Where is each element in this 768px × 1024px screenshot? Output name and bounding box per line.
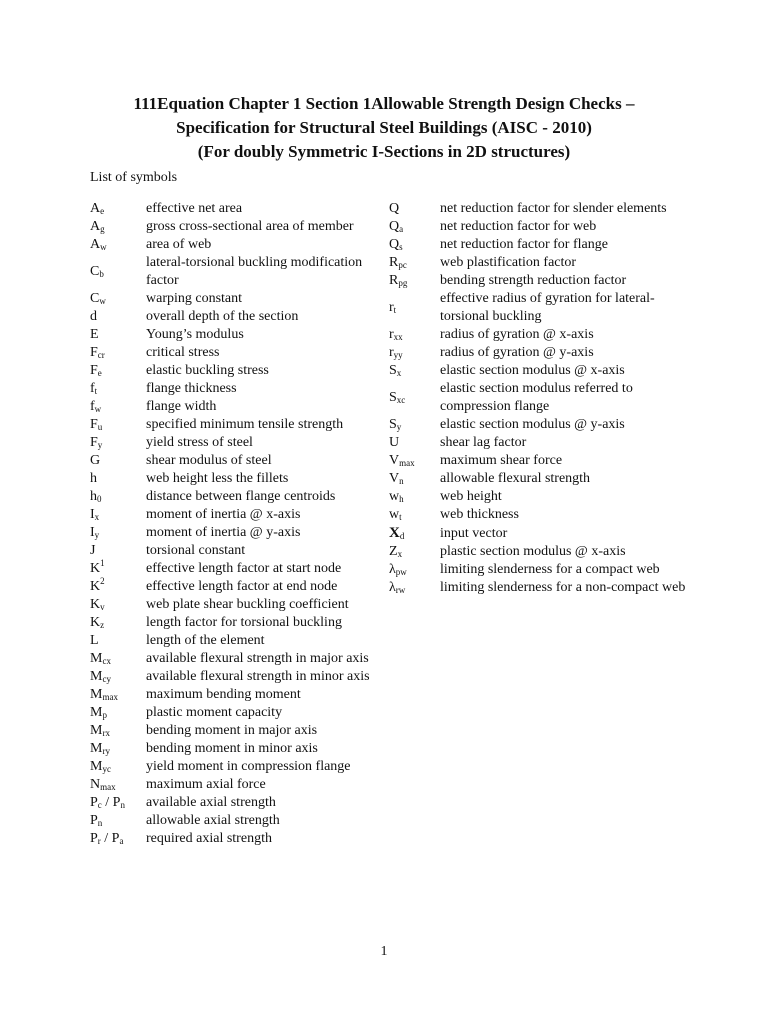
symbol-base: N: [90, 777, 101, 792]
title-line: Specification for Structural Steel Buildings (AISC - 2010): [176, 118, 592, 137]
symbol-entry: [389, 561, 689, 579]
symbol-definition: flange width: [146, 399, 217, 414]
symbol-subscript: c: [97, 800, 102, 810]
symbol-subscript: v: [100, 602, 105, 612]
symbol: [389, 344, 440, 362]
symbol-base: K: [90, 561, 101, 576]
symbols-column-right: [389, 200, 689, 597]
symbol-base: G: [90, 453, 101, 468]
symbol-subscript: h: [399, 494, 404, 504]
symbol-subscript: w: [99, 296, 106, 306]
symbol-definition: maximum bending moment: [146, 687, 301, 702]
symbol-subscript: n: [97, 818, 103, 828]
symbol-base: S: [389, 417, 397, 432]
symbol-entry: [90, 794, 380, 812]
symbol-subscript: xx: [393, 332, 403, 342]
symbol-subscript: r: [97, 836, 101, 846]
symbol: [389, 452, 440, 470]
symbol: [90, 740, 146, 758]
symbol-entry: [90, 236, 380, 254]
symbol-subscript: x: [397, 549, 403, 559]
symbol-definition: distance between flange centroids: [146, 489, 336, 504]
symbol-entry: [90, 416, 380, 434]
symbol-base: Q: [389, 219, 400, 234]
symbol-entry: [90, 560, 380, 578]
symbol: [90, 614, 146, 632]
symbol-entry: [389, 254, 689, 272]
symbol-definition: maximum shear force: [440, 453, 563, 468]
symbol-base: h: [90, 471, 97, 486]
symbol-base: f: [90, 399, 95, 414]
symbol: [389, 389, 440, 407]
symbol-tail: / P: [100, 831, 120, 846]
symbol-definition: plastic moment capacity: [146, 705, 283, 720]
symbol-entry: [389, 326, 689, 344]
symbol: [389, 561, 440, 579]
symbol-entry: [389, 380, 689, 416]
symbol-base: r: [389, 327, 394, 342]
symbol-subscript: pw: [395, 567, 407, 577]
symbol-definition: web plastification factor: [440, 255, 577, 270]
symbol: [90, 506, 146, 524]
symbol-subscript: a: [399, 224, 404, 234]
symbol-base: U: [389, 435, 400, 450]
symbol-subscript: n: [399, 476, 404, 486]
symbol-definition: torsional constant: [146, 543, 246, 558]
symbol-entry: [90, 596, 380, 614]
symbol: [90, 578, 146, 596]
symbol-definition: critical stress: [146, 345, 220, 360]
symbol-subscript: y: [97, 440, 103, 450]
symbol-entry: [389, 524, 689, 543]
symbol-subscript: b: [99, 269, 104, 279]
symbol-entry: [90, 200, 380, 218]
symbol-entry: [90, 506, 380, 524]
symbol-subscript: t: [393, 305, 397, 315]
symbol-base: d: [90, 309, 97, 324]
symbol-entry: [389, 272, 689, 290]
symbol: [389, 326, 440, 344]
symbol: [90, 812, 146, 830]
symbol-definition: length factor for torsional buckling: [146, 615, 342, 630]
symbol-base: R: [389, 255, 399, 270]
page-number: 1: [380, 944, 388, 959]
symbol-base: λ: [389, 562, 396, 577]
symbol-subscript: y: [94, 530, 100, 540]
symbol: [90, 434, 146, 452]
symbol: [389, 272, 440, 290]
symbol: [389, 470, 440, 488]
symbol-entry: [389, 488, 689, 506]
symbol: [389, 200, 440, 218]
symbol-definition: available flexural strength in major axis: [146, 651, 369, 666]
symbol: [90, 263, 146, 281]
symbol-base: M: [90, 651, 103, 666]
symbol-entry: [389, 362, 689, 380]
symbol-definition: available flexural strength in minor axis: [146, 669, 370, 684]
symbol: [90, 362, 146, 380]
symbol-base: Q: [389, 237, 400, 252]
symbol: [90, 326, 146, 344]
symbol-subscript: p: [102, 710, 107, 720]
symbol-definition: maximum axial force: [146, 777, 266, 792]
symbol-entry: [90, 470, 380, 488]
symbol: [389, 362, 440, 380]
symbol-definition: moment of inertia @ y-axis: [146, 525, 301, 540]
symbol: [90, 398, 146, 416]
symbol: [90, 722, 146, 740]
symbol: [90, 650, 146, 668]
symbol-superscript: 1: [100, 558, 105, 568]
symbol-definition: lateral-torsional buckling modification factor: [146, 255, 363, 288]
symbol-definition: allowable axial strength: [146, 813, 280, 828]
symbol-base: M: [90, 687, 103, 702]
symbol-base: C: [90, 264, 100, 279]
symbol-entry: [90, 344, 380, 362]
symbol-base: P: [90, 813, 98, 828]
symbol-subscript: s: [399, 242, 403, 252]
symbol: [90, 596, 146, 614]
symbol-tail: / P: [101, 795, 121, 810]
symbol: [90, 524, 146, 542]
symbol-entry: [90, 614, 380, 632]
symbol-subscript: x: [94, 512, 100, 522]
symbol-subscript: max: [399, 458, 415, 468]
symbol: [90, 416, 146, 434]
symbol-base: w: [389, 489, 400, 504]
symbol-entry: [389, 452, 689, 470]
symbol-entry: [90, 722, 380, 740]
title-line: (For doubly Symmetric I-Sections in 2D structures): [197, 142, 571, 161]
symbol-definition: Young’s modulus: [146, 327, 244, 342]
symbol-base: C: [90, 291, 100, 306]
symbol-entry: [90, 362, 380, 380]
symbol-definition: limiting slenderness for a compact web: [440, 562, 660, 577]
symbol-definition: required axial strength: [146, 831, 272, 846]
symbol-base: M: [90, 723, 103, 738]
symbol-definition: net reduction factor for web: [440, 219, 597, 234]
symbol-definition: net reduction factor for slender elements: [440, 201, 667, 216]
symbol: [90, 794, 146, 812]
symbol-base: A: [90, 237, 101, 252]
symbol-base: r: [389, 300, 394, 315]
symbol-entry: [389, 416, 689, 434]
symbol-base: I: [90, 507, 95, 522]
symbol-definition: length of the element: [146, 633, 265, 648]
symbol-entry: [90, 668, 380, 686]
symbol-definition: net reduction factor for flange: [440, 237, 608, 252]
symbol: [389, 299, 440, 317]
symbol-definition: web height: [440, 489, 502, 504]
symbol-base: P: [90, 795, 98, 810]
symbol-base: J: [90, 543, 96, 558]
symbol-entry: [389, 344, 689, 362]
symbol-definition: bending strength reduction factor: [440, 273, 627, 288]
document-title: [60, 92, 708, 164]
symbol-subscript: t: [399, 512, 402, 522]
symbol-base: w: [389, 507, 400, 522]
symbol-subscript: d: [399, 531, 405, 541]
symbol-entry: [90, 380, 380, 398]
symbol: [90, 830, 146, 848]
symbol-entry: [90, 542, 380, 560]
symbol-definition: elastic section modulus @ y-axis: [440, 417, 625, 432]
symbol-base: X: [389, 525, 400, 541]
symbol-entry: [90, 326, 380, 344]
title-line: 111Equation Chapter 1 Section 1Allowable Strength Design Checks –: [133, 94, 635, 113]
symbol-subscript: yy: [393, 350, 403, 360]
symbol: [90, 380, 146, 398]
symbol-definition: bending moment in major axis: [146, 723, 318, 738]
symbol-definition: warping constant: [146, 291, 243, 306]
symbol-definition: input vector: [440, 525, 508, 541]
symbol-base: L: [90, 633, 99, 648]
symbol-entry: [389, 290, 689, 326]
symbol-definition: web height less the fillets: [146, 471, 289, 486]
symbol-definition: elastic section modulus @ x-axis: [440, 363, 625, 378]
symbol: [90, 488, 146, 506]
symbol-definition: specified minimum tensile strength: [146, 417, 344, 432]
symbol-definition: allowable flexural strength: [440, 471, 591, 486]
symbol-subscript: u: [97, 422, 103, 432]
symbol-definition: elastic section modulus referred to compression flange: [440, 381, 633, 414]
symbol-entry: [90, 524, 380, 542]
symbol: [90, 686, 146, 704]
symbol: [90, 776, 146, 794]
symbol-subscript: e: [100, 206, 105, 216]
symbol: [90, 632, 146, 650]
symbol: [389, 506, 440, 524]
symbol-definition: limiting slenderness for a non-compact web: [440, 580, 686, 595]
symbol-subscript: cx: [102, 656, 111, 666]
symbol-base: P: [90, 831, 98, 846]
symbol-base: Z: [389, 544, 398, 559]
symbol-entry: [90, 578, 380, 596]
symbol-subscript: w: [94, 404, 102, 414]
symbol-definition: web thickness: [440, 507, 519, 522]
symbol-subscript: ry: [102, 746, 110, 756]
symbol-entry: [389, 236, 689, 254]
symbol: [90, 236, 146, 254]
symbol-base: S: [389, 363, 397, 378]
symbol-entry: [90, 830, 380, 848]
symbol-entry: [90, 218, 380, 236]
symbol: [90, 758, 146, 776]
symbol-definition: plastic section modulus @ x-axis: [440, 544, 626, 559]
symbol: [389, 254, 440, 272]
symbol: [90, 308, 146, 326]
symbol: [90, 452, 146, 470]
symbol: [90, 290, 146, 308]
symbol: [90, 218, 146, 236]
symbol-base: Q: [389, 201, 400, 216]
symbol-base: E: [90, 327, 99, 342]
symbol: [90, 470, 146, 488]
symbol-definition: yield stress of steel: [146, 435, 253, 450]
symbol: [389, 543, 440, 561]
symbol-entry: [90, 758, 380, 776]
symbol-subscript: pg: [398, 278, 408, 288]
symbol-entry: [389, 200, 689, 218]
symbol-definition: overall depth of the section: [146, 309, 299, 324]
symbol: [389, 579, 440, 597]
symbol: [90, 542, 146, 560]
symbol-base: A: [90, 201, 101, 216]
symbol-base: I: [90, 525, 95, 540]
symbol-entry: [90, 434, 380, 452]
symbol-subscript: z: [100, 620, 105, 630]
symbol-entry: [389, 434, 689, 452]
symbol-entry: [90, 740, 380, 758]
symbol: [90, 560, 146, 578]
symbol-base: R: [389, 273, 399, 288]
symbol-definition: moment of inertia @ x-axis: [146, 507, 301, 522]
symbol-definition: area of web: [146, 237, 212, 252]
symbol-definition: flange thickness: [146, 381, 237, 396]
symbol-entry: [90, 776, 380, 794]
symbol-entry: [90, 398, 380, 416]
symbol-entry: [90, 632, 380, 650]
symbol-definition: radius of gyration @ y-axis: [440, 345, 594, 360]
symbol-definition: shear modulus of steel: [146, 453, 272, 468]
symbol-base: h: [90, 489, 97, 504]
symbol-entry: [389, 543, 689, 561]
symbol: [90, 668, 146, 686]
symbol-entry: [90, 452, 380, 470]
symbol: [90, 344, 146, 362]
symbol-base: M: [90, 669, 103, 684]
symbol-definition: effective radius of gyration for lateral-torsional buckling: [440, 291, 655, 324]
symbol-base: V: [389, 471, 400, 486]
symbol-subscript: cy: [102, 674, 111, 684]
symbol-entry: [90, 812, 380, 830]
symbol-definition: available axial strength: [146, 795, 276, 810]
symbol-entry: [90, 254, 380, 290]
symbol-definition: radius of gyration @ x-axis: [440, 327, 594, 342]
symbol-entry: [90, 488, 380, 506]
symbol-entry: [90, 650, 380, 668]
symbol-definition: bending moment in minor axis: [146, 741, 318, 756]
symbol-definition: effective length factor at start node: [146, 561, 342, 576]
symbol-base: F: [90, 417, 98, 432]
symbol-base: K: [90, 597, 101, 612]
symbol-subscript: x: [396, 368, 402, 378]
symbol-entry: [389, 506, 689, 524]
symbol-base: λ: [389, 580, 396, 595]
symbol-subscript: rw: [395, 585, 406, 595]
symbol-subscript: max: [102, 692, 118, 702]
symbol: [389, 524, 440, 543]
symbol-base: V: [389, 453, 400, 468]
symbol-definition: effective net area: [146, 201, 243, 216]
symbol-base: f: [90, 381, 95, 396]
symbol-subscript: y: [396, 422, 402, 432]
symbol-entry: [90, 290, 380, 308]
symbol-subscript: a: [119, 836, 124, 846]
symbol-subscript: w: [100, 242, 107, 252]
symbol: [389, 218, 440, 236]
symbol-base: M: [90, 759, 103, 774]
symbol-base: M: [90, 705, 103, 720]
symbol-subscript: xc: [396, 395, 406, 405]
symbol-base: K: [90, 579, 101, 594]
symbol-subscript: max: [100, 782, 116, 792]
symbol-definition: gross cross-sectional area of member: [146, 219, 354, 234]
symbol-entry: [389, 470, 689, 488]
symbol-definition: shear lag factor: [440, 435, 527, 450]
symbols-column-left: [90, 200, 380, 848]
list-heading: List of symbols: [90, 170, 178, 185]
symbol-subscript: n: [120, 800, 125, 810]
symbol: [389, 488, 440, 506]
symbol-superscript: 2: [100, 576, 105, 586]
symbol-subscript: yc: [102, 764, 111, 774]
symbol: [389, 236, 440, 254]
symbol: [389, 434, 440, 452]
symbol-subscript: pc: [398, 260, 407, 270]
symbol-entry: [90, 308, 380, 326]
symbol-subscript: g: [100, 224, 105, 234]
symbol-subscript: cr: [97, 350, 105, 360]
symbol: [90, 704, 146, 722]
symbol-subscript: e: [97, 368, 102, 378]
symbol-definition: web plate shear buckling coefficient: [146, 597, 349, 612]
symbol-base: S: [389, 390, 397, 405]
symbol-base: K: [90, 615, 101, 630]
symbol-base: M: [90, 741, 103, 756]
symbol-entry: [90, 704, 380, 722]
symbol-subscript: rx: [102, 728, 110, 738]
symbol-entry: [389, 218, 689, 236]
symbol-definition: elastic buckling stress: [146, 363, 269, 378]
symbol: [389, 416, 440, 434]
symbol-entry: [90, 686, 380, 704]
symbol-base: F: [90, 345, 98, 360]
symbol-entry: [389, 579, 689, 597]
symbol-base: A: [90, 219, 101, 234]
symbol-subscript: 0: [97, 494, 102, 504]
symbol: [90, 200, 146, 218]
symbol-definition: effective length factor at end node: [146, 579, 338, 594]
symbol-subscript: t: [94, 386, 98, 396]
symbol-definition: yield moment in compression flange: [146, 759, 351, 774]
symbol-base: F: [90, 435, 98, 450]
symbol-base: r: [389, 345, 394, 360]
symbol-base: F: [90, 363, 98, 378]
